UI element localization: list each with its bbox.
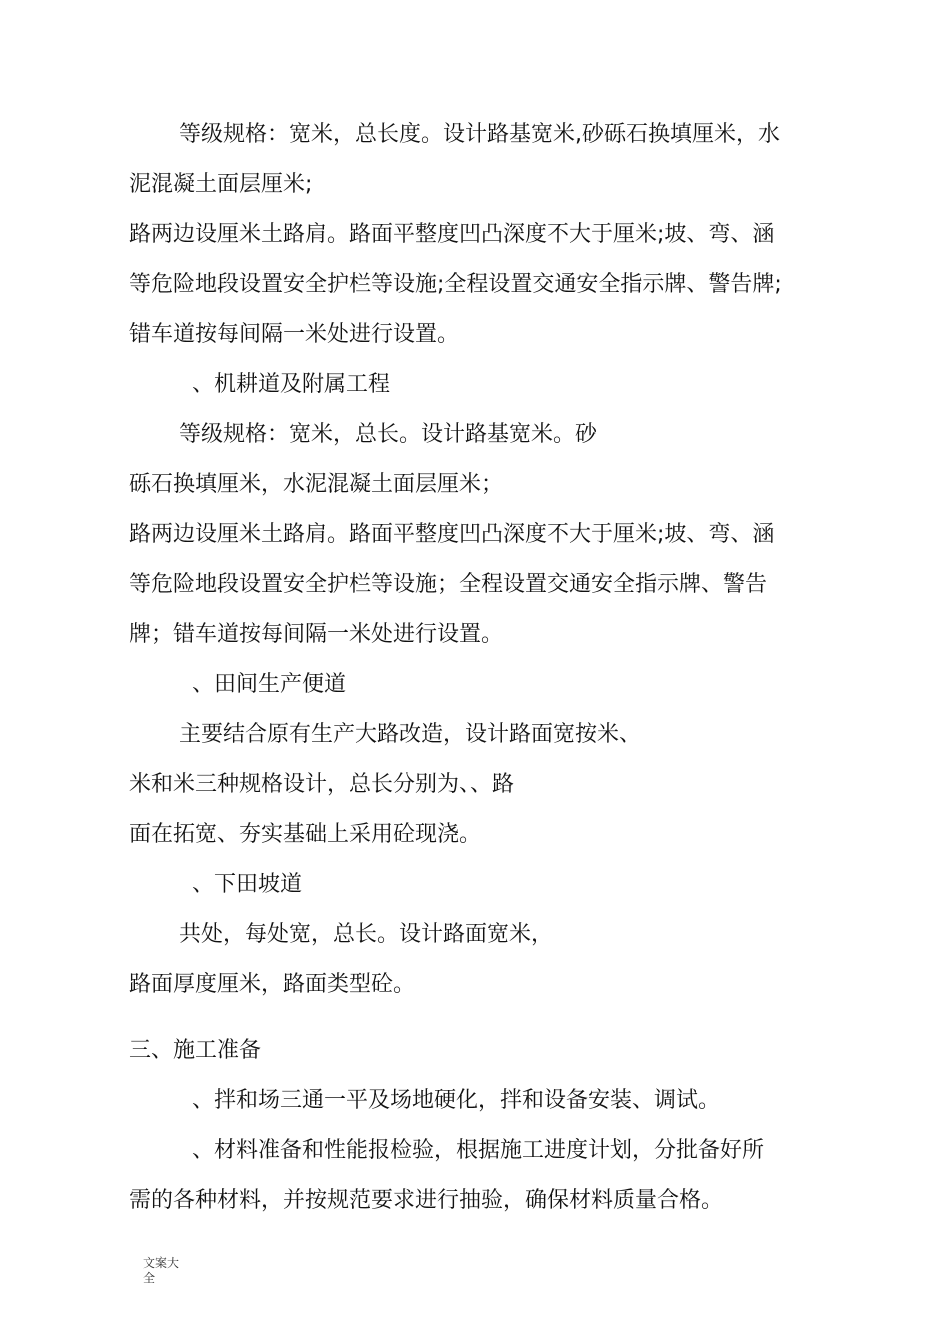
paragraph-line: 需的各种材料，并按规范要求进行抽验，确保材料质量合格。 <box>129 1188 724 1213</box>
section-heading: 、机耕道及附属工程 <box>192 372 391 397</box>
paragraph-line: 等级规格：宽米，总长。设计路基宽米。砂 <box>179 422 598 447</box>
section-heading: 、田间生产便道 <box>192 672 347 697</box>
paragraph-line: 主要结合原有生产大路改造，设计路面宽按米、 <box>179 722 642 747</box>
chapter-heading: 三、施工准备 <box>129 1038 262 1063</box>
paragraph-line: 等危险地段设置安全护栏等设施；全程设置交通安全指示牌、警告 <box>129 572 768 597</box>
paragraph-line: 路面厚度厘米，路面类型砼。 <box>129 972 416 997</box>
paragraph-line: 等级规格：宽米，总长度。设计路基宽米,砂砾石换填厘米，水 <box>179 122 780 147</box>
paragraph-line: 错车道按每间隔一米处进行设置。 <box>129 322 460 347</box>
paragraph-line: 砾石换填厘米，水泥混凝土面层厘米； <box>129 472 504 497</box>
footer-text-line1: 文案大 <box>143 1256 180 1270</box>
paragraph-line: 泥混凝土面层厘米; <box>129 172 313 197</box>
page-footer <box>143 1256 203 1286</box>
list-item: 、拌和场三通一平及场地硬化，拌和设备安装、调试。 <box>192 1088 721 1113</box>
paragraph-line: 牌；错车道按每间隔一米处进行设置。 <box>129 622 504 647</box>
list-item: 、材料准备和性能报检验，根据施工进度计划，分批备好所 <box>192 1138 765 1163</box>
paragraph-line: 等危险地段设置安全护栏等设施;全程设置交通安全指示牌、警告牌; <box>129 272 782 297</box>
paragraph-line: 路两边设厘米土路肩。路面平整度凹凸深度不大于厘米;坡、弯、涵 <box>129 522 775 547</box>
section-heading: 、下田坡道 <box>192 872 303 897</box>
footer-text-line2: 全 <box>143 1271 156 1285</box>
paragraph-line: 路两边设厘米土路肩。路面平整度凹凸深度不大于厘米;坡、弯、涵 <box>129 222 775 247</box>
paragraph-line: 面在拓宽、夯实基础上采用砼现浇。 <box>129 822 482 847</box>
paragraph-line: 共处，每处宽，总长。设计路面宽米， <box>179 922 554 947</box>
paragraph-line: 米和米三种规格设计，总长分别为、、路 <box>129 772 515 797</box>
